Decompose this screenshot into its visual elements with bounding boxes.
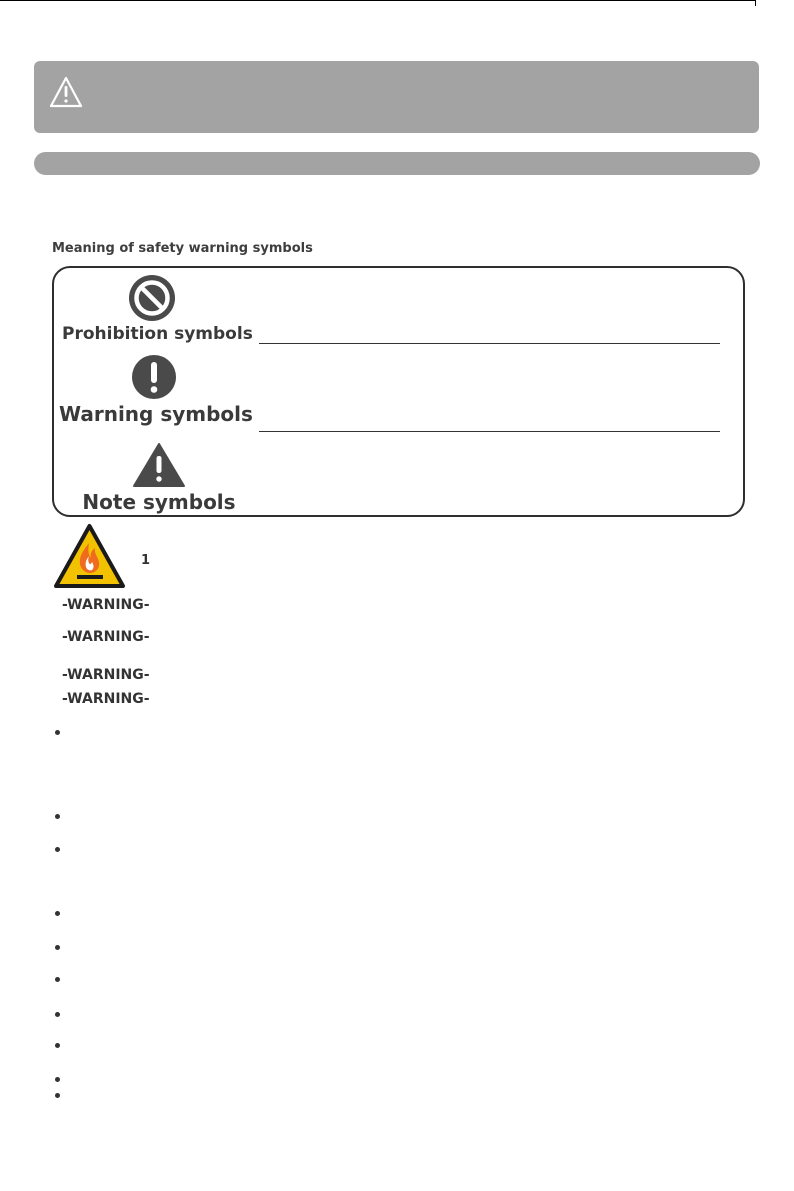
flammable-warning-icon [53,523,126,589]
prohibition-symbol-entry [62,274,253,344]
bullet-point [55,1043,60,1048]
safety-header-bar [34,61,759,133]
bullet-point [55,1012,60,1017]
bullet-point [55,1093,60,1098]
warning-label: Warning symbols [59,402,253,426]
top-rule-tick [755,0,756,6]
warning-tag: -WARNING- [62,691,150,707]
item-number: 1 [141,553,151,568]
warning-tag: -WARNING- [62,629,150,645]
bullet-point [55,977,60,982]
section-divider-bar [34,152,760,175]
note-symbol-entry [64,442,254,514]
note-label: Note symbols [82,490,236,514]
bullet-point [55,730,60,735]
bullet-point [55,847,60,852]
bullet-point [55,1077,60,1082]
legend-divider [259,431,720,432]
safety-symbols-heading: Meaning of safety warning symbols [52,241,313,256]
prohibition-icon [128,274,176,322]
warning-symbol-entry [59,354,253,426]
prohibition-label: Prohibition symbols [62,324,253,344]
top-rule [0,0,755,1]
warning-tag: -WARNING- [62,597,150,613]
symbols-legend-box [52,266,745,517]
caution-triangle-icon [132,442,186,488]
bullet-point [55,814,60,819]
warning-tag: -WARNING- [62,667,150,683]
bullet-point [55,911,60,916]
legend-divider [259,343,720,344]
exclamation-circle-icon [131,354,177,400]
warning-triangle-icon [49,76,83,108]
bullet-point [55,945,60,950]
